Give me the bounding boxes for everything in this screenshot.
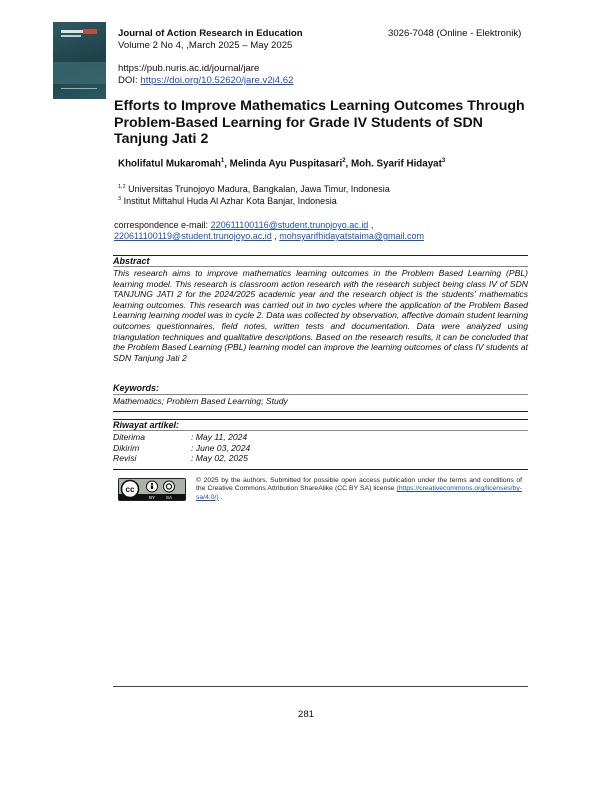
keywords-heading: Keywords: bbox=[113, 383, 160, 393]
history-row bbox=[113, 432, 528, 443]
affiliation-text: Universitas Trunojoyo Madura, Bangkalan, Jawa Timur, Indonesia bbox=[125, 184, 390, 194]
author-sup: 3 bbox=[441, 158, 446, 164]
author-name: Moh. Syarif Hidayat bbox=[350, 158, 442, 170]
history-row bbox=[113, 443, 528, 454]
license-end: . bbox=[218, 493, 223, 501]
cc-license-badge[interactable] bbox=[118, 478, 186, 501]
history-value: : May 02, 2025 bbox=[191, 453, 248, 464]
divider bbox=[113, 411, 528, 412]
journal-url[interactable]: https://pub.nuris.ac.id/journal/jare bbox=[118, 63, 260, 74]
history-key: Diterima bbox=[113, 432, 145, 442]
divider bbox=[113, 394, 528, 395]
cc-text: cc bbox=[125, 485, 135, 494]
page-number: 281 bbox=[297, 709, 314, 720]
email-link[interactable]: 220611100119@student.trunojoyo.ac.id bbox=[114, 231, 272, 241]
email-separator: , bbox=[368, 220, 374, 230]
author-separator: , bbox=[224, 158, 230, 170]
history-key: Revisi bbox=[113, 453, 137, 464]
divider bbox=[113, 430, 528, 431]
email-link[interactable]: 220611100116@student.trunojoyo.ac.id bbox=[210, 220, 369, 230]
by-text: BY bbox=[148, 495, 156, 500]
abstract-text: This research aims to improve mathematics learning outcomes in the Problem Based Learning (PBL) learning model. This research is classroom action research with the research subject being class IV of SDN TANJUNG JATI 2 for the 2024/2025 academic year and the research object is the students' mathematics learning outcomes. This research was carried out in two cycles where the application of the Problem Based Learning learning model was in cycle 2. Data was collected by observation, affective domain student learning outcomes questionnaires, field notes, written tests and documentation. Data were analyzed using triangulation techniques and qualitative descriptions. Based on the research results, it can be concluded that the Problem Based Learning (PBL) learning model can improve the learning outcomes of class IV students at SDN Tanjung Jati 2 bbox=[113, 268, 528, 363]
author-separator: , bbox=[345, 158, 351, 170]
author-sup: 2 bbox=[342, 158, 346, 164]
journal-cover-image bbox=[53, 22, 106, 99]
cc-by-sa-icon bbox=[119, 479, 185, 500]
history-row bbox=[113, 453, 528, 464]
license-link[interactable]: (https://creativecommons.org/licenses/by-sa/4.0/) bbox=[196, 485, 522, 501]
author-sup: 1 bbox=[220, 158, 225, 164]
history-heading: Riwayat artikel: bbox=[113, 420, 180, 430]
correspondence-line-1 bbox=[114, 220, 373, 232]
keywords-text: Mathematics; Problem Based Learning; Study bbox=[113, 396, 288, 406]
abstract-heading: Abstract bbox=[113, 256, 150, 266]
volume-info: Volume 2 No 4, ,March 2025 – May 2025 bbox=[118, 40, 293, 51]
affiliation bbox=[118, 184, 390, 194]
correspondence-label: correspondence e-mail: bbox=[114, 220, 211, 230]
divider bbox=[113, 266, 528, 267]
issn: 3026-7048 (Online - Elektronik) bbox=[388, 28, 522, 39]
history-value: : May 11, 2024 bbox=[191, 432, 248, 442]
doi-link[interactable]: https://doi.org/10.52620/jare.v2i4.62 bbox=[140, 75, 294, 86]
divider bbox=[113, 469, 528, 470]
affiliation-text: Institut Miftahul Huda Al Azhar Kota Banjar, Indonesia bbox=[121, 196, 337, 206]
doi-label: DOI: bbox=[118, 75, 141, 86]
email-link[interactable]: mohsyarifhidayatstaima@gmail.com bbox=[279, 231, 424, 241]
sa-text: SA bbox=[165, 495, 173, 500]
footer-divider bbox=[113, 686, 528, 687]
paper-title: Efforts to Improve Mathematics Learning Outcomes Through Problem-Based Learning for Grade IV Students of SDN Tanjung Jati 2 bbox=[114, 98, 525, 147]
journal-name: Journal of Action Research in Education bbox=[118, 28, 303, 39]
abstract-section bbox=[113, 256, 528, 266]
email-separator: , bbox=[271, 231, 280, 241]
affiliation-sup: 1,2 bbox=[118, 184, 126, 190]
license-text bbox=[196, 477, 522, 502]
keywords-section bbox=[113, 383, 528, 393]
doi bbox=[118, 75, 293, 86]
license-body: © 2025 by the authors. Submitted for possible open access publication under the terms and conditions of the Creative Commons Attribution ShareAlike (CC BY SA) license bbox=[196, 477, 522, 493]
history-section bbox=[113, 420, 528, 430]
author-list bbox=[118, 158, 445, 169]
affiliation-sup: 3 bbox=[118, 196, 122, 202]
history-rows bbox=[113, 432, 528, 464]
author-name: Melinda Ayu Puspitasari bbox=[229, 158, 343, 170]
correspondence-line-2 bbox=[114, 231, 424, 243]
affiliation bbox=[118, 196, 337, 206]
history-value: : June 03, 2024 bbox=[191, 442, 251, 453]
author-name: Kholifatul Mukaromah bbox=[118, 158, 221, 170]
history-key: Dikirim bbox=[113, 442, 140, 453]
